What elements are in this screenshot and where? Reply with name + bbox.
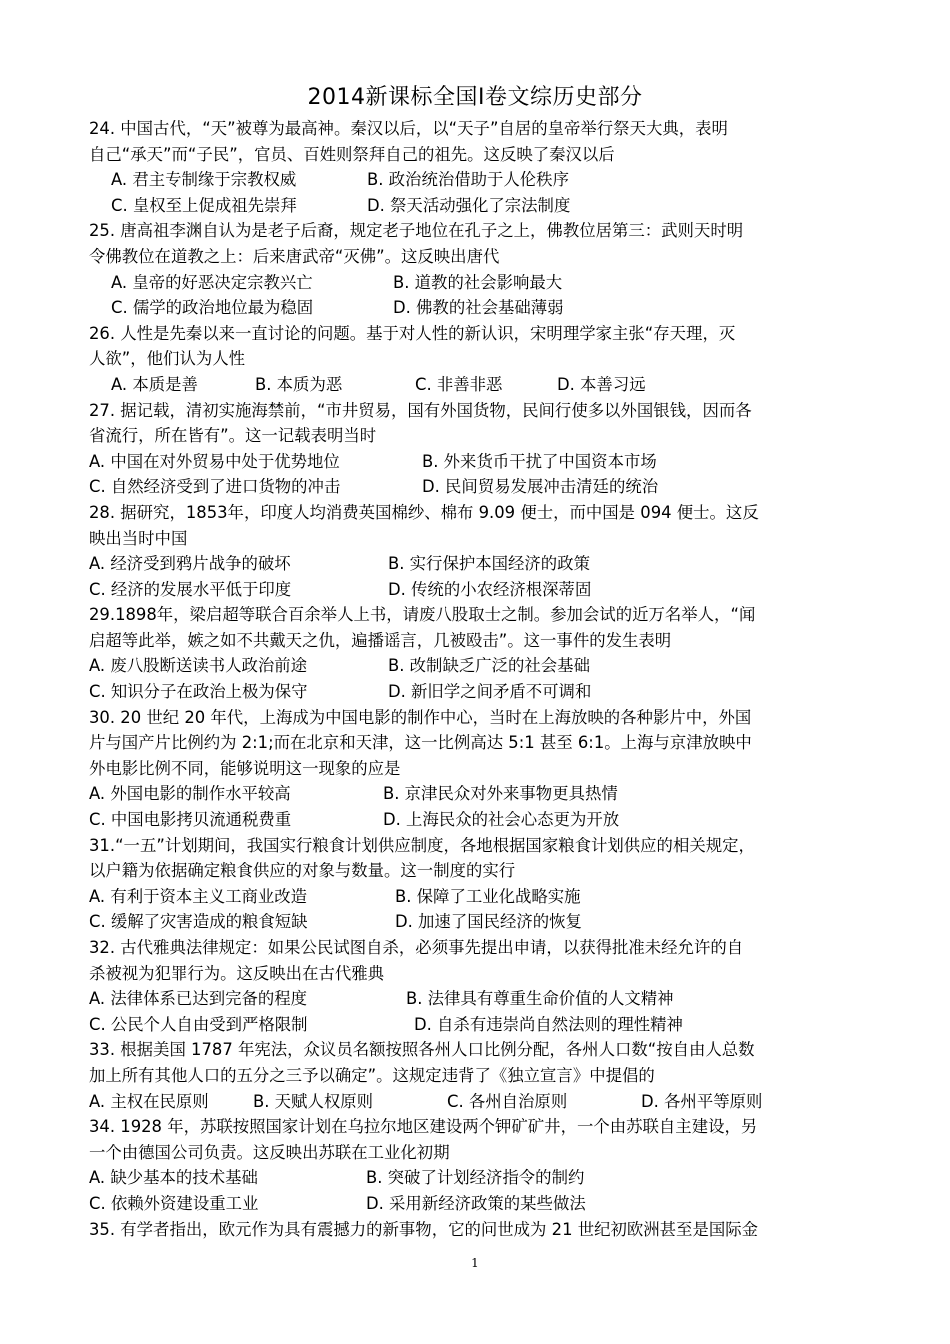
option-c[interactable]: C. 儒学的政治地位最为稳固 — [111, 298, 314, 318]
option-a[interactable]: A. 法律体系已达到完备的程度 — [89, 989, 308, 1009]
question-text: 外电影比例不同，能够说明这一现象的应是 — [89, 758, 401, 778]
question-text: 自己“承天”而“子民”，官员、百姓则祭拜自己的祖先。这反映了秦汉以后 — [89, 144, 615, 164]
option-row — [89, 884, 864, 910]
option-row — [89, 1089, 864, 1115]
question-text: 27. 据记载，清初实施海禁前，“市井贸易，国有外国货物，民间行使多以外国银钱，因而各 — [89, 400, 752, 420]
option-row — [89, 781, 864, 807]
option-b[interactable]: B. 本质为恶 — [255, 374, 343, 394]
option-b[interactable]: B. 京津民众对外来事物更具热情 — [383, 784, 618, 804]
question-text: 35. 有学者指出，欧元作为具有震撼力的新事物，它的问世成为 21 世纪初欧洲甚至是国际金 — [89, 1219, 759, 1239]
question-text: 杀被视为犯罪行为。这反映出在古代雅典 — [89, 963, 385, 983]
question-text: 24. 中国古代，“天”被尊为最高神。秦汉以后，以“天子”自居的皇帝举行祭天大典，表明 — [89, 119, 728, 138]
option-a[interactable]: A. 外国电影的制作水平较高 — [89, 784, 291, 804]
option-a[interactable]: A. 君主专制缘于宗教权威 — [111, 170, 297, 190]
question-text: 33. 根据美国 1787 年宪法，众议员名额按照各州人口比例分配，各州人口数“按自由人总数 — [89, 1040, 755, 1060]
option-c[interactable]: C. 非善非恶 — [415, 374, 503, 394]
option-d[interactable]: D. 上海民众的社会心态更为开放 — [383, 810, 620, 830]
option-b[interactable]: B. 法律具有尊重生命价值的人文精神 — [406, 989, 674, 1009]
option-c[interactable]: C. 各州自治原则 — [447, 1091, 568, 1111]
question-text: 令佛教位在道教之上：后来唐武帝“灭佛”。这反映出唐代 — [89, 246, 500, 266]
option-b[interactable]: B. 天赋人权原则 — [253, 1091, 374, 1111]
question-text: 以户籍为依据确定粮食供应的对象与数量。这一制度的实行 — [89, 861, 516, 881]
question-30 — [89, 705, 864, 833]
option-d[interactable]: D. 自杀有违崇尚自然法则的理性精神 — [414, 1014, 683, 1034]
question-text: 加上所有其他人口的五分之三予以确定”。这规定违背了《独立宣言》中提倡的 — [89, 1065, 655, 1085]
option-d[interactable]: D. 各州平等原则 — [641, 1091, 763, 1111]
option-d[interactable]: D. 加速了国民经济的恢复 — [395, 912, 582, 932]
question-35 — [89, 1217, 864, 1243]
option-b[interactable]: B. 保障了工业化战略实施 — [395, 886, 581, 906]
option-c[interactable]: C. 依赖外资建设重工业 — [89, 1193, 259, 1213]
option-row — [89, 909, 864, 935]
option-a[interactable]: A. 本质是善 — [111, 374, 198, 394]
option-a[interactable]: A. 废八股断送读书人政治前途 — [89, 656, 308, 676]
question-26 — [89, 321, 864, 398]
option-d[interactable]: D. 佛教的社会基础薄弱 — [393, 298, 564, 318]
question-text: 片与国产片比例约为 2:1;而在北京和天津，这一比例高达 5:1 甚至 6:1。上海与京津放映中 — [89, 733, 752, 753]
question-text: 28. 据研究，1853年，印度人均消费英国棉纱、棉布 9.09 便士，而中国是 094 便士。这反 — [89, 502, 759, 522]
page-title: 2014新课标全国Ⅰ卷文综历史部分 — [307, 85, 643, 110]
option-row — [89, 474, 864, 500]
option-a[interactable]: A. 主权在民原则 — [89, 1091, 209, 1111]
question-25 — [89, 218, 864, 320]
option-a[interactable]: A. 皇帝的好恶决定宗教兴亡 — [111, 272, 313, 292]
question-text: 启超等此举，嫉之如不共戴天之仇，遍播谣言，几被殴击”。这一事件的发生表明 — [89, 630, 672, 650]
question-31 — [89, 833, 864, 935]
option-b[interactable]: B. 实行保护本国经济的政策 — [388, 554, 590, 574]
question-32 — [89, 935, 864, 1037]
option-d[interactable]: D. 采用新经济政策的某些做法 — [366, 1193, 586, 1213]
option-row — [89, 653, 864, 679]
question-text: 人欲”，他们认为人性 — [89, 349, 246, 369]
option-row — [89, 551, 864, 577]
option-row — [89, 986, 864, 1012]
question-29 — [89, 602, 864, 704]
question-33 — [89, 1037, 864, 1114]
option-c[interactable]: C. 公民个人自由受到严格限制 — [89, 1014, 308, 1034]
option-row — [89, 1165, 864, 1191]
question-text: 省流行，所在皆有”。这一记载表明当时 — [89, 426, 377, 446]
question-text: 31.“一五”计划期间，我国实行粮食计划供应制度，各地根据国家粮食计划供应的相关规定， — [89, 835, 755, 855]
question-text: 26. 人性是先秦以来一直讨论的问题。基于对人性的新认识，宋明理学家主张“存天理，灭 — [89, 323, 736, 343]
option-row — [89, 679, 864, 705]
option-a[interactable]: A. 中国在对外贸易中处于优势地位 — [89, 451, 340, 471]
option-row — [89, 807, 864, 833]
question-text: 29.1898年，梁启超等联合百余举人上书，请废八股取士之制。参加会试的近万名举人，“闻 — [89, 605, 756, 625]
option-d[interactable]: D. 传统的小农经济根深蒂固 — [388, 579, 592, 599]
option-d[interactable]: D. 本善习远 — [557, 374, 646, 394]
option-c[interactable]: C. 皇权至上促成祖先崇拜 — [111, 195, 297, 215]
option-b[interactable]: B. 改制缺乏广泛的社会基础 — [388, 656, 590, 676]
question-text: 30. 20 世纪 20 年代，上海成为中国电影的制作中心，当时在上海放映的各种影片中，外国 — [89, 707, 752, 727]
option-row — [89, 1191, 864, 1217]
question-27 — [89, 398, 864, 500]
option-c[interactable]: C. 中国电影拷贝流通税费重 — [89, 810, 292, 830]
question-text: 一个由德国公司负责。这反映出苏联在工业化初期 — [89, 1142, 450, 1162]
option-row — [89, 167, 864, 193]
option-row — [89, 295, 864, 321]
option-b[interactable]: B. 突破了计划经济指令的制约 — [366, 1168, 585, 1188]
option-row — [89, 270, 864, 296]
option-row — [89, 372, 864, 398]
option-d[interactable]: D. 祭天活动强化了宗法制度 — [367, 195, 571, 215]
question-24 — [89, 116, 864, 218]
option-c[interactable]: C. 缓解了灾害造成的粮食短缺 — [89, 912, 308, 932]
option-c[interactable]: C. 自然经济受到了进口货物的冲击 — [89, 477, 341, 497]
option-a[interactable]: A. 经济受到鸦片战争的破坏 — [89, 554, 291, 574]
question-text: 25. 唐高祖李渊自认为是老子后裔，规定老子地位在孔子之上，佛教位居第三：武则天时明 — [89, 221, 744, 241]
option-row — [89, 449, 864, 475]
option-row — [89, 1012, 864, 1038]
option-row — [89, 193, 864, 219]
option-a[interactable]: A. 有利于资本主义工商业改造 — [89, 886, 308, 906]
option-d[interactable]: D. 新旧学之间矛盾不可调和 — [388, 682, 592, 702]
question-list — [89, 116, 864, 1242]
option-a[interactable]: A. 缺少基本的技术基础 — [89, 1168, 258, 1188]
question-28 — [89, 500, 864, 602]
question-text: 32. 古代雅典法律规定：如果公民试图自杀，必须事先提出申请，以获得批准未经允许的自 — [89, 938, 744, 957]
question-text: 映出当时中国 — [89, 528, 188, 548]
option-row — [89, 577, 864, 603]
question-text: 34. 1928 年，苏联按照国家计划在乌拉尔地区建设两个钾矿矿井，一个由苏联自主建设，另 — [89, 1117, 758, 1137]
option-b[interactable]: B. 政治统治借助于人伦秩序 — [367, 170, 569, 190]
option-d[interactable]: D. 民间贸易发展冲击清廷的统治 — [422, 477, 659, 497]
page-number: 1 — [471, 1256, 479, 1270]
option-c[interactable]: C. 知识分子在政治上极为保守 — [89, 682, 308, 702]
question-34 — [89, 1114, 864, 1216]
option-b[interactable]: B. 道教的社会影响最大 — [393, 272, 563, 292]
option-b[interactable]: B. 外来货币干扰了中国资本市场 — [422, 451, 657, 471]
option-c[interactable]: C. 经济的发展水平低于印度 — [89, 579, 292, 599]
